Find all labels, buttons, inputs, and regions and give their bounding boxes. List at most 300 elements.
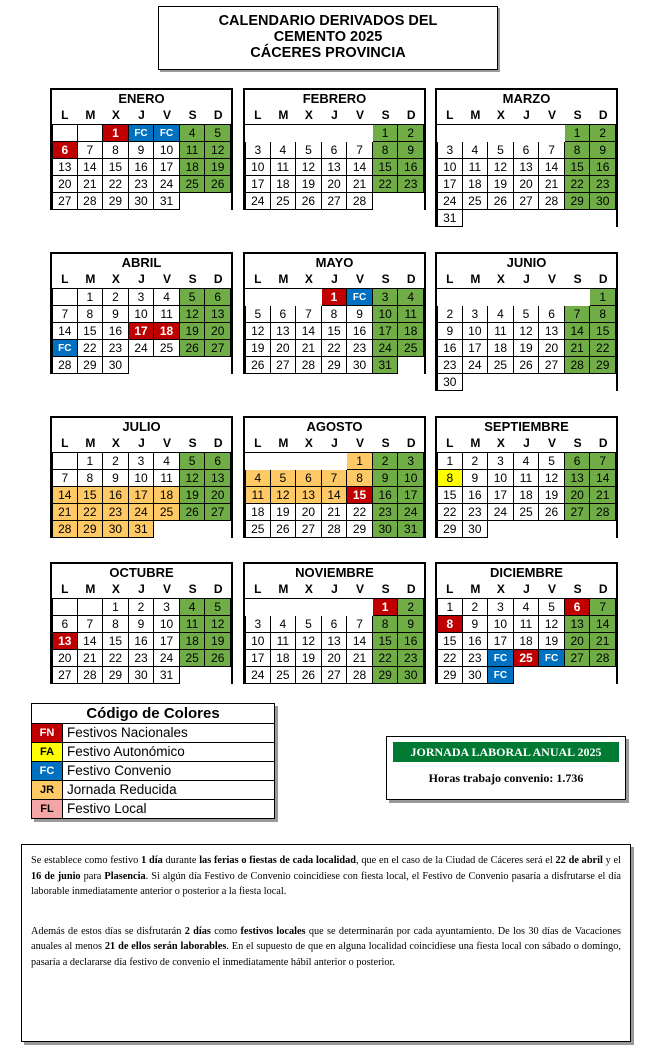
day-cell: 26 xyxy=(205,650,231,667)
empty-cell xyxy=(539,374,565,391)
weekday-header: L xyxy=(245,271,271,289)
month-name: MARZO xyxy=(502,91,551,106)
day-cell: 19 xyxy=(296,176,322,193)
day-cell: 26 xyxy=(271,521,297,538)
day-cell: 13 xyxy=(322,159,348,176)
day-cell: 22 xyxy=(565,176,591,193)
empty-cell xyxy=(398,193,424,210)
day-cell: 11 xyxy=(245,487,271,504)
day-cell: 16 xyxy=(398,633,424,650)
day-cell: 18 xyxy=(245,504,271,521)
day-cell: 30 xyxy=(398,667,424,684)
day-cell: 8 xyxy=(565,142,591,159)
day-cell: 9 xyxy=(437,323,463,340)
day-cell: 7 xyxy=(52,306,78,323)
weekday-header: V xyxy=(154,581,180,599)
legend-item-fn xyxy=(32,724,274,743)
weekday-header: J xyxy=(322,435,348,453)
day-cell: 25 xyxy=(271,193,297,210)
weekday-header: V xyxy=(347,107,373,125)
day-cell: 17 xyxy=(154,159,180,176)
day-cell: 11 xyxy=(180,616,206,633)
weekday-header: D xyxy=(590,581,616,599)
day-cell: 9 xyxy=(373,470,399,487)
day-cell: 13 xyxy=(539,323,565,340)
weekday-header: S xyxy=(565,271,591,289)
day-cell: FC xyxy=(52,340,78,357)
empty-cell xyxy=(180,357,206,374)
day-cell: FC xyxy=(539,650,565,667)
day-cell: 24 xyxy=(488,504,514,521)
day-cell: 21 xyxy=(539,176,565,193)
day-cell: 1 xyxy=(373,125,399,142)
empty-cell xyxy=(514,125,540,142)
weekday-header: D xyxy=(398,107,424,125)
day-cell: 27 xyxy=(271,357,297,374)
empty-cell xyxy=(514,521,540,538)
color-legend xyxy=(31,703,275,819)
day-cell: 3 xyxy=(437,142,463,159)
day-cell: 6 xyxy=(322,142,348,159)
empty-cell xyxy=(347,125,373,142)
day-cell: 25 xyxy=(463,193,489,210)
month-junio xyxy=(435,252,618,391)
empty-cell xyxy=(463,210,489,227)
weekday-header: M xyxy=(78,271,104,289)
weekday-header: X xyxy=(296,271,322,289)
day-cell: 20 xyxy=(296,504,322,521)
day-cell: 14 xyxy=(347,633,373,650)
day-cell: 5 xyxy=(488,142,514,159)
day-cell: 3 xyxy=(373,289,399,306)
day-cell: 23 xyxy=(129,176,155,193)
blank-day-cell xyxy=(78,125,104,142)
empty-cell xyxy=(245,125,271,142)
day-cell: 29 xyxy=(590,357,616,374)
day-cell: 3 xyxy=(245,142,271,159)
day-cell: 24 xyxy=(154,176,180,193)
notes-paragraph-2: Además de estos días se disfrutarán 2 días como festivos locales que se determinarán por cada ayuntamiento. De los 30 días de Vacaciones anuales al menos 21 de ellos serán laborables. En el supuesto de que en alguna localidad coincidiese una fiesta local con sábado o domingo, pasaría a declararse día festivo de convenio el inmediatamente hábil anterior o posterior. xyxy=(31,925,622,968)
day-cell: 26 xyxy=(296,193,322,210)
day-cell: 31 xyxy=(373,357,399,374)
day-cell: 26 xyxy=(180,340,206,357)
day-cell: 31 xyxy=(129,521,155,538)
month-name: JUNIO xyxy=(506,255,547,270)
day-cell: 13 xyxy=(205,470,231,487)
day-cell: 17 xyxy=(463,340,489,357)
day-cell: 10 xyxy=(245,159,271,176)
weekday-header: S xyxy=(373,107,399,125)
day-cell: 28 xyxy=(52,357,78,374)
day-cell: 31 xyxy=(398,521,424,538)
day-cell: 23 xyxy=(373,504,399,521)
legend-code: FN xyxy=(32,724,63,742)
day-cell: 1 xyxy=(590,289,616,306)
day-cell: 23 xyxy=(347,340,373,357)
empty-cell xyxy=(296,453,322,470)
day-cell: 23 xyxy=(129,650,155,667)
day-cell: 13 xyxy=(52,633,78,650)
day-cell: 14 xyxy=(347,159,373,176)
day-cell: 28 xyxy=(52,521,78,538)
day-cell: 15 xyxy=(347,487,373,504)
day-cell: 27 xyxy=(322,667,348,684)
day-cell: 4 xyxy=(463,142,489,159)
legend-code: FC xyxy=(32,762,63,780)
month-abril xyxy=(50,252,233,374)
day-cell: FC xyxy=(347,289,373,306)
day-cell: 24 xyxy=(437,193,463,210)
day-cell: 17 xyxy=(437,176,463,193)
empty-cell xyxy=(296,289,322,306)
empty-cell xyxy=(129,357,155,374)
day-cell: 29 xyxy=(437,667,463,684)
weekday-header: V xyxy=(154,107,180,125)
day-cell: 9 xyxy=(129,142,155,159)
month-noviembre xyxy=(243,562,426,684)
weekday-header: X xyxy=(488,107,514,125)
day-cell: 10 xyxy=(488,470,514,487)
day-cell: 13 xyxy=(514,159,540,176)
day-cell: 18 xyxy=(154,487,180,504)
day-cell: 23 xyxy=(463,650,489,667)
day-cell: 10 xyxy=(129,470,155,487)
calendar-title xyxy=(158,6,498,70)
day-cell: 8 xyxy=(437,616,463,633)
day-cell: 21 xyxy=(590,487,616,504)
empty-cell xyxy=(437,125,463,142)
day-cell: FC xyxy=(154,125,180,142)
jornada-title: JORNADA LABORAL ANUAL 2025 xyxy=(393,742,619,762)
month-octubre xyxy=(50,562,233,684)
day-cell: FC xyxy=(488,650,514,667)
empty-cell xyxy=(590,521,616,538)
day-cell: 12 xyxy=(180,306,206,323)
day-cell: 25 xyxy=(245,521,271,538)
empty-cell xyxy=(463,374,489,391)
weekday-header: M xyxy=(271,271,297,289)
day-cell: 29 xyxy=(78,521,104,538)
day-cell: 20 xyxy=(322,176,348,193)
day-cell: 5 xyxy=(271,470,297,487)
blank-day-cell xyxy=(52,599,78,616)
day-cell: 23 xyxy=(437,357,463,374)
day-cell: 24 xyxy=(154,650,180,667)
empty-cell xyxy=(271,289,297,306)
day-cell: 16 xyxy=(103,487,129,504)
day-cell: 23 xyxy=(398,176,424,193)
day-cell: 6 xyxy=(514,142,540,159)
weekday-header: M xyxy=(78,107,104,125)
day-cell: 18 xyxy=(463,176,489,193)
day-cell: 19 xyxy=(296,650,322,667)
day-cell: 12 xyxy=(205,142,231,159)
empty-cell xyxy=(347,599,373,616)
legend-item-jr xyxy=(32,781,274,800)
weekday-header: J xyxy=(514,107,540,125)
day-cell: 19 xyxy=(205,159,231,176)
weekday-header: V xyxy=(539,271,565,289)
day-cell: 13 xyxy=(52,159,78,176)
day-cell: 26 xyxy=(205,176,231,193)
legend-rows xyxy=(32,724,274,818)
day-cell: 15 xyxy=(78,323,104,340)
day-cell: 15 xyxy=(78,487,104,504)
day-cell: 22 xyxy=(373,176,399,193)
day-cell: 21 xyxy=(565,340,591,357)
day-cell: 26 xyxy=(296,667,322,684)
day-cell: 19 xyxy=(539,487,565,504)
weekday-header: V xyxy=(154,435,180,453)
day-cell: 15 xyxy=(437,633,463,650)
day-cell: 17 xyxy=(129,487,155,504)
day-cell: 27 xyxy=(205,340,231,357)
weekday-header: S xyxy=(565,581,591,599)
day-cell: 18 xyxy=(180,159,206,176)
day-cell: 17 xyxy=(154,633,180,650)
day-cell: 19 xyxy=(180,323,206,340)
day-cell: 22 xyxy=(322,340,348,357)
day-cell: 12 xyxy=(271,487,297,504)
weekday-header: M xyxy=(463,435,489,453)
day-cell: 4 xyxy=(488,306,514,323)
legend-title: Código de Colores xyxy=(32,704,274,724)
day-cell: 15 xyxy=(322,323,348,340)
day-cell: 27 xyxy=(565,650,591,667)
empty-cell xyxy=(590,210,616,227)
day-cell: 25 xyxy=(488,357,514,374)
day-cell: 12 xyxy=(539,470,565,487)
day-cell: 21 xyxy=(347,650,373,667)
day-cell: 9 xyxy=(103,470,129,487)
day-cell: 2 xyxy=(463,599,489,616)
day-cell: 9 xyxy=(398,616,424,633)
weekday-header: V xyxy=(539,435,565,453)
day-cell: 31 xyxy=(154,667,180,684)
weekday-header: V xyxy=(347,581,373,599)
legend-label: Festivo Autonómico xyxy=(67,744,185,759)
day-cell: 13 xyxy=(205,306,231,323)
empty-cell xyxy=(296,599,322,616)
day-cell: 25 xyxy=(514,504,540,521)
day-cell: 30 xyxy=(103,521,129,538)
blank-day-cell xyxy=(52,289,78,306)
day-cell: 11 xyxy=(180,142,206,159)
weekday-header: V xyxy=(347,435,373,453)
empty-cell xyxy=(488,289,514,306)
weekday-header: S xyxy=(373,581,399,599)
day-cell: 30 xyxy=(129,667,155,684)
day-cell: 12 xyxy=(205,616,231,633)
weekday-header: S xyxy=(373,271,399,289)
day-cell: 24 xyxy=(245,193,271,210)
day-cell: 25 xyxy=(154,340,180,357)
empty-cell xyxy=(271,453,297,470)
empty-cell xyxy=(271,125,297,142)
month-name: OCTUBRE xyxy=(109,565,174,580)
weekday-header: X xyxy=(488,581,514,599)
empty-cell xyxy=(565,289,591,306)
day-cell: 3 xyxy=(245,616,271,633)
day-cell: 26 xyxy=(514,357,540,374)
day-cell: 1 xyxy=(437,599,463,616)
month-mayo xyxy=(243,252,426,374)
weekday-header: M xyxy=(463,271,489,289)
notes-box xyxy=(21,844,631,1042)
day-cell: 2 xyxy=(437,306,463,323)
day-cell: 28 xyxy=(539,193,565,210)
weekday-header: X xyxy=(296,435,322,453)
day-cell: 24 xyxy=(373,340,399,357)
weekday-header: X xyxy=(103,107,129,125)
weekday-header: M xyxy=(463,581,489,599)
day-cell: 1 xyxy=(565,125,591,142)
day-cell: 30 xyxy=(437,374,463,391)
weekday-header: J xyxy=(322,271,348,289)
empty-cell xyxy=(322,125,348,142)
day-cell: 24 xyxy=(463,357,489,374)
day-cell: 20 xyxy=(205,323,231,340)
day-cell: 29 xyxy=(347,521,373,538)
day-cell: 2 xyxy=(398,599,424,616)
day-cell: 27 xyxy=(205,504,231,521)
jornada-hours: Horas trabajo convenio: 1.736 xyxy=(428,771,584,785)
weekday-header: J xyxy=(129,107,155,125)
day-cell: 18 xyxy=(514,487,540,504)
weekday-header: S xyxy=(565,107,591,125)
day-cell: 14 xyxy=(565,323,591,340)
day-cell: 25 xyxy=(514,650,540,667)
empty-cell xyxy=(463,125,489,142)
annual-workday-box xyxy=(386,736,626,800)
empty-cell xyxy=(322,599,348,616)
day-cell: 9 xyxy=(463,470,489,487)
day-cell: 10 xyxy=(373,306,399,323)
day-cell: 28 xyxy=(347,193,373,210)
month-name: ABRIL xyxy=(121,255,162,270)
day-cell: 27 xyxy=(52,193,78,210)
day-cell: 28 xyxy=(565,357,591,374)
day-cell: 11 xyxy=(514,616,540,633)
day-cell: 9 xyxy=(347,306,373,323)
day-cell: 30 xyxy=(129,193,155,210)
weekday-header: J xyxy=(322,107,348,125)
weekday-header: D xyxy=(398,581,424,599)
day-cell: 8 xyxy=(78,470,104,487)
month-name: ENERO xyxy=(118,91,165,106)
empty-cell xyxy=(271,599,297,616)
day-cell: 27 xyxy=(322,193,348,210)
day-cell: 19 xyxy=(245,340,271,357)
day-cell: 16 xyxy=(463,633,489,650)
day-cell: 16 xyxy=(398,159,424,176)
day-cell: 17 xyxy=(245,650,271,667)
day-cell: 24 xyxy=(129,504,155,521)
weekday-header: L xyxy=(437,271,463,289)
day-cell: 16 xyxy=(347,323,373,340)
weekday-header: L xyxy=(245,435,271,453)
day-cell: 22 xyxy=(437,504,463,521)
empty-cell xyxy=(539,125,565,142)
weekday-header: D xyxy=(590,107,616,125)
day-cell: 12 xyxy=(514,323,540,340)
day-cell: 23 xyxy=(590,176,616,193)
day-cell: 3 xyxy=(488,599,514,616)
day-cell: 26 xyxy=(245,357,271,374)
day-cell: 27 xyxy=(52,667,78,684)
day-cell: 15 xyxy=(590,323,616,340)
day-cell: 25 xyxy=(271,667,297,684)
day-cell: 14 xyxy=(590,616,616,633)
day-cell: 11 xyxy=(271,633,297,650)
day-cell: 15 xyxy=(437,487,463,504)
day-cell: 5 xyxy=(539,453,565,470)
empty-cell xyxy=(398,357,424,374)
day-cell: 3 xyxy=(129,453,155,470)
weekday-header: J xyxy=(514,581,540,599)
empty-cell xyxy=(245,453,271,470)
weekday-header: X xyxy=(103,271,129,289)
day-cell: 8 xyxy=(103,616,129,633)
title-line-1: CALENDARIO DERIVADOS DEL xyxy=(218,13,438,29)
day-cell: 15 xyxy=(565,159,591,176)
day-cell: 20 xyxy=(271,340,297,357)
day-cell: 21 xyxy=(590,633,616,650)
day-cell: 25 xyxy=(180,176,206,193)
empty-cell xyxy=(322,453,348,470)
day-cell: 25 xyxy=(180,650,206,667)
day-cell: 23 xyxy=(398,650,424,667)
day-cell: 4 xyxy=(180,125,206,142)
weekday-header: X xyxy=(103,435,129,453)
day-cell: 20 xyxy=(205,487,231,504)
day-cell: 10 xyxy=(245,633,271,650)
day-cell: 1 xyxy=(322,289,348,306)
day-cell: 13 xyxy=(296,487,322,504)
day-cell: 9 xyxy=(129,616,155,633)
weekday-header: D xyxy=(398,271,424,289)
empty-cell xyxy=(205,357,231,374)
day-cell: 4 xyxy=(180,599,206,616)
day-cell: 2 xyxy=(373,453,399,470)
weekday-header: M xyxy=(271,435,297,453)
day-cell: 7 xyxy=(590,453,616,470)
day-cell: 16 xyxy=(129,159,155,176)
day-cell: 5 xyxy=(296,142,322,159)
day-cell: 21 xyxy=(347,176,373,193)
day-cell: 26 xyxy=(488,193,514,210)
day-cell: 6 xyxy=(271,306,297,323)
day-cell: 19 xyxy=(539,633,565,650)
day-cell: 5 xyxy=(296,616,322,633)
weekday-header: D xyxy=(590,271,616,289)
day-cell: 17 xyxy=(245,176,271,193)
day-cell: 1 xyxy=(78,289,104,306)
weekday-header: V xyxy=(347,271,373,289)
day-cell: 2 xyxy=(103,289,129,306)
day-cell: 11 xyxy=(398,306,424,323)
day-cell: 13 xyxy=(271,323,297,340)
month-name: FEBRERO xyxy=(302,91,367,106)
day-cell: 4 xyxy=(271,142,297,159)
day-cell: 16 xyxy=(373,487,399,504)
weekday-header: X xyxy=(103,581,129,599)
day-cell: 11 xyxy=(463,159,489,176)
weekday-header: L xyxy=(52,271,78,289)
month-enero xyxy=(50,88,233,210)
day-cell: 6 xyxy=(565,453,591,470)
day-cell: 5 xyxy=(205,125,231,142)
